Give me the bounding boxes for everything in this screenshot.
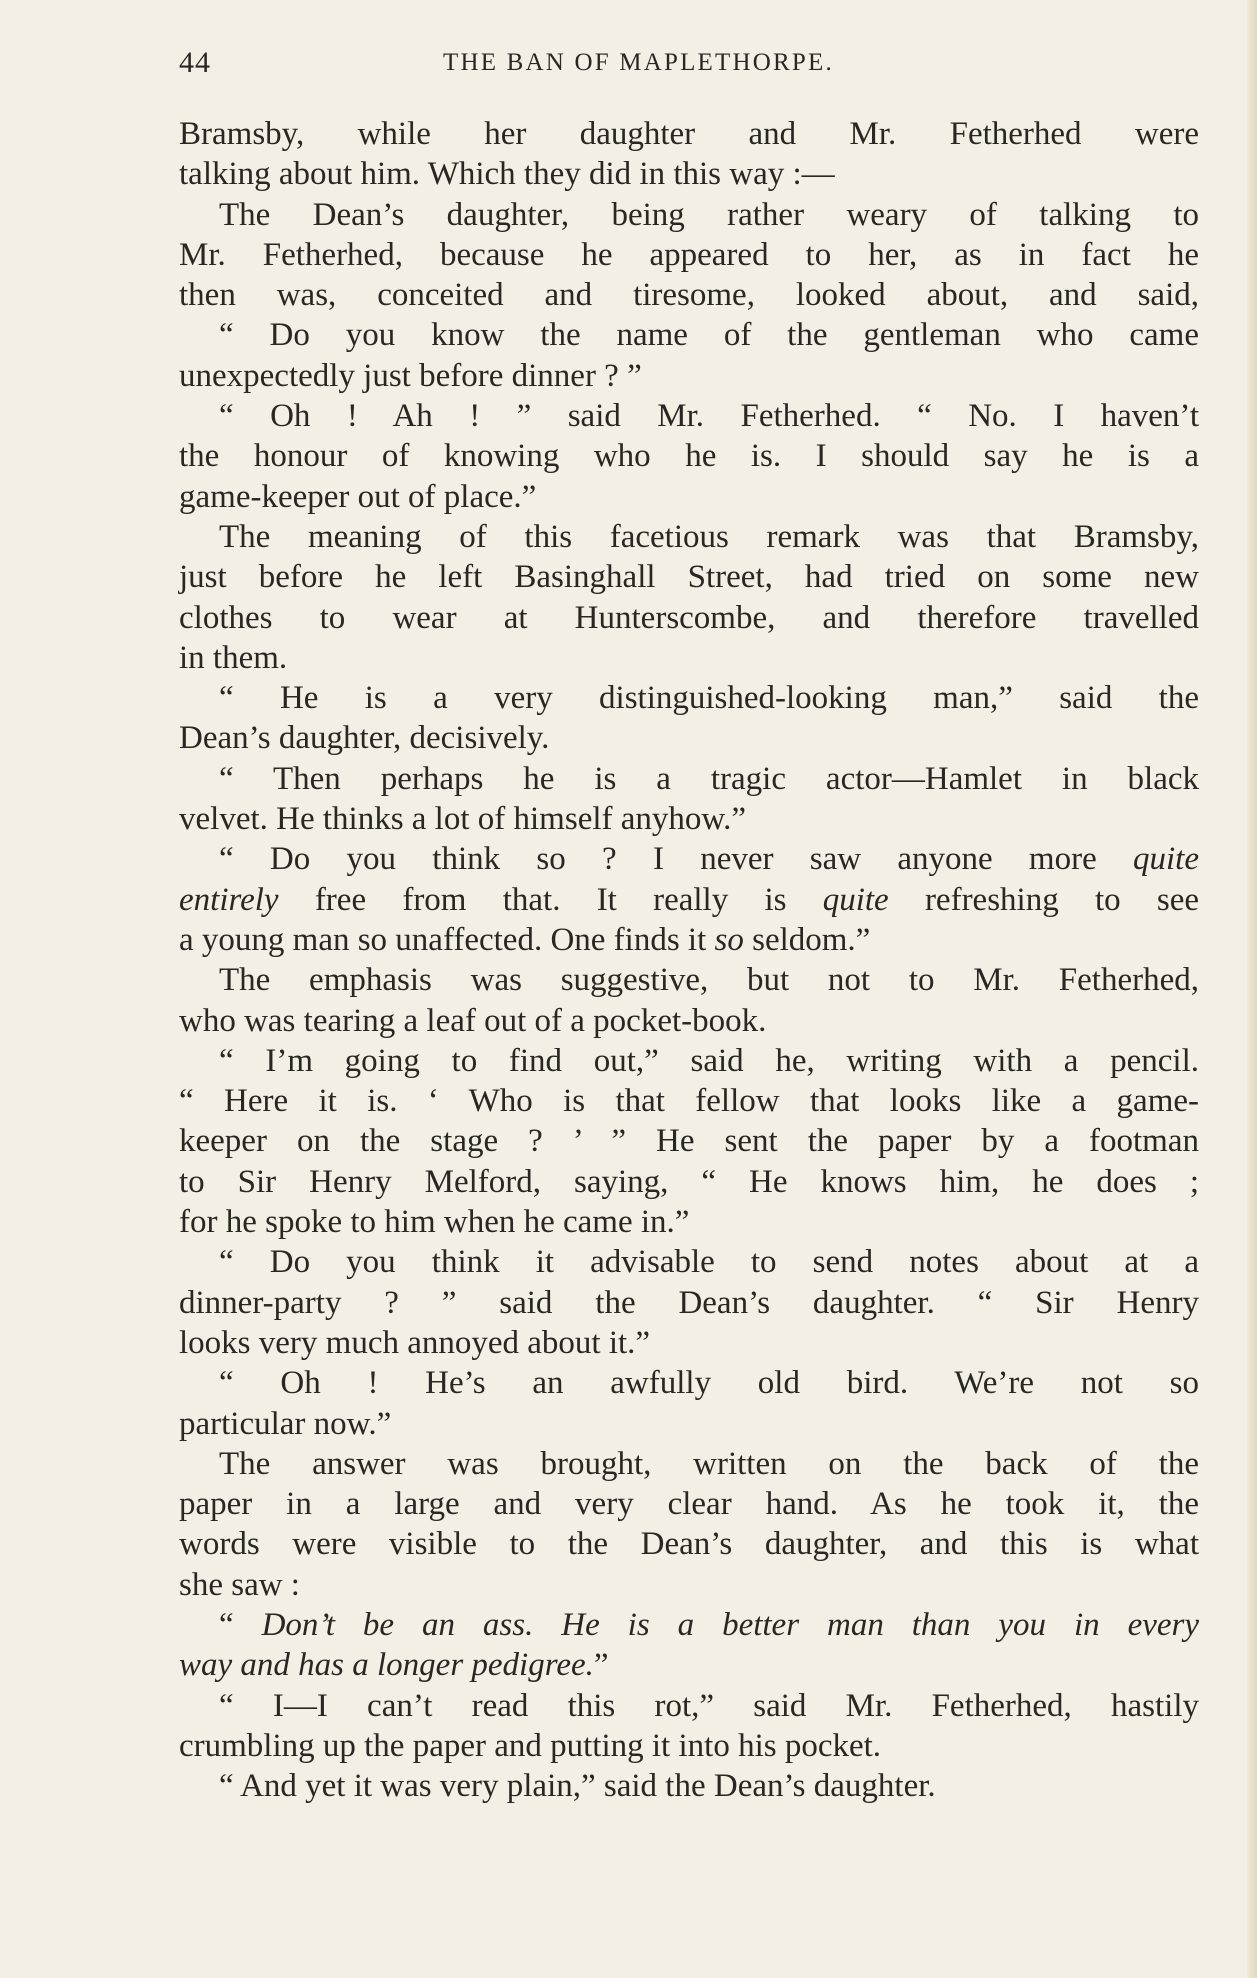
text-segment: “ xyxy=(219,1606,262,1643)
text-segment: The emphasis was suggestive, but not to Mr. Fetherhed, xyxy=(219,962,1199,999)
text-line xyxy=(179,1524,1199,1564)
text-segment: paper in a large and very clear hand. As he took it, the xyxy=(179,1486,1199,1523)
text-line xyxy=(179,1001,1199,1041)
running-title: THE BAN OF MAPLETHORPE. xyxy=(443,49,834,76)
text-segment: velvet. He thinks a lot of himself anyhow.” xyxy=(179,801,746,838)
text-line xyxy=(179,1283,1199,1323)
text-segment: in them. xyxy=(179,639,288,676)
text-line xyxy=(179,960,1199,1000)
text-line xyxy=(179,1605,1199,1645)
text-line xyxy=(179,1484,1199,1524)
text-segment: “ Do you know the name of the gentleman who came xyxy=(219,317,1199,354)
text-segment: Bramsby, while her daughter and Mr. Fetherhed were xyxy=(179,116,1199,152)
text-segment: “ Then perhaps he is a tragic actor—Hamlet in black xyxy=(219,760,1199,797)
text-line xyxy=(179,315,1199,355)
text-line xyxy=(179,154,1199,194)
text-segment: Mr. Fetherhed, because he appeared to her, as in fact he xyxy=(179,236,1199,273)
text-line xyxy=(179,1323,1199,1363)
text-line xyxy=(179,598,1199,638)
text-segment: The answer was brought, written on the back of the xyxy=(219,1445,1199,1482)
text-line xyxy=(179,1121,1199,1161)
text-segment: to Sir Henry Melford, saying, “ He knows him, he does ; xyxy=(179,1163,1199,1200)
text-line xyxy=(179,718,1199,758)
text-segment: crumbling up the paper and putting it into his pocket. xyxy=(179,1727,882,1764)
text-line xyxy=(179,1162,1199,1202)
page-number: 44 xyxy=(179,46,211,79)
running-head xyxy=(179,46,1199,86)
text-segment: “ Oh ! Ah ! ” said Mr. Fetherhed. “ No. I haven’t xyxy=(219,398,1199,435)
text-line xyxy=(179,396,1199,436)
text-segment: free from that. It really is xyxy=(278,881,823,918)
text-segment: “ Do you think it advisable to send notes about at a xyxy=(219,1244,1199,1281)
text-segment: a young man so unaffected. One finds it xyxy=(179,921,715,958)
text-segment: refreshing to see xyxy=(888,881,1200,918)
text-segment: “ He is a very distinguished-looking man,” said the xyxy=(219,680,1199,717)
text-segment: particular now.” xyxy=(179,1405,392,1442)
text-segment: unexpectedly just before dinner ? ” xyxy=(179,357,642,394)
text-segment: “ Here it is. ‘ Who is that fellow that looks like a game- xyxy=(179,1083,1199,1120)
text-segment: keeper on the stage ? ’ ” He sent the paper by a footman xyxy=(179,1123,1199,1160)
text-segment: clothes to wear at Hunterscombe, and therefore travelled xyxy=(179,599,1199,636)
text-line xyxy=(179,517,1199,557)
text-segment: “ Do you think so ? I never saw anyone more xyxy=(219,841,1134,878)
text-segment: the honour of knowing who he is. I should say he is a xyxy=(179,438,1199,475)
text-segment: Dean’s daughter, decisively. xyxy=(179,720,550,757)
text-segment: for he spoke to him when he came in.” xyxy=(179,1204,690,1241)
text-segment: words were visible to the Dean’s daughter, and this is what xyxy=(179,1526,1199,1563)
page-edge xyxy=(1247,0,1257,1978)
text-line xyxy=(179,1444,1199,1484)
text-line xyxy=(179,920,1199,960)
italic-text: Don’t be an ass. He is a better man than you in every xyxy=(261,1606,1199,1643)
text-line xyxy=(179,436,1199,476)
text-line xyxy=(179,759,1199,799)
text-line xyxy=(179,839,1199,879)
text-line xyxy=(179,1081,1199,1121)
text-segment: talking about him. Which they did in this way :— xyxy=(179,156,835,193)
text-line xyxy=(179,638,1199,678)
text-line xyxy=(179,1242,1199,1282)
text-segment: who was tearing a leaf out of a pocket-book. xyxy=(179,1002,767,1039)
text-line xyxy=(179,195,1199,235)
text-line xyxy=(179,799,1199,839)
text-segment: then was, conceited and tiresome, looked about, and said, xyxy=(179,277,1199,314)
italic-text: quite xyxy=(1133,841,1199,878)
text-segment: “ Oh ! He’s an awfully old bird. We’re not so xyxy=(219,1365,1199,1402)
text-line xyxy=(179,477,1199,517)
text-segment: “ I—I can’t read this rot,” said Mr. Fetherhed, hastily xyxy=(219,1687,1199,1724)
text-line xyxy=(179,1766,1199,1806)
text-segment: seldom.” xyxy=(743,921,871,958)
text-segment: game-keeper out of place.” xyxy=(179,478,537,515)
text-line xyxy=(179,1645,1199,1685)
text-line xyxy=(179,1404,1199,1444)
text-line xyxy=(179,1565,1199,1605)
text-line xyxy=(179,275,1199,315)
text-segment: “ I’m going to find out,” said he, writing with a pencil. xyxy=(219,1042,1199,1079)
text-segment: she saw : xyxy=(179,1566,300,1603)
text-segment: dinner-party ? ” said the Dean’s daughter. “ Sir Henry xyxy=(179,1284,1199,1321)
text-line xyxy=(179,1726,1199,1766)
text-line xyxy=(179,114,1199,154)
text-segment: The Dean’s daughter, being rather weary of talking to xyxy=(219,196,1199,233)
text-line xyxy=(179,1686,1199,1726)
text-line xyxy=(179,1041,1199,1081)
text-line xyxy=(179,1202,1199,1242)
italic-text: quite xyxy=(822,881,889,918)
italic-text: entirely xyxy=(179,881,279,918)
text-line xyxy=(179,557,1199,597)
text-line xyxy=(179,1363,1199,1403)
text-line xyxy=(179,880,1199,920)
text-segment: The meaning of this facetious remark was that Bramsby, xyxy=(219,518,1199,555)
text-segment: looks very much annoyed about it.” xyxy=(179,1324,651,1361)
italic-text: so xyxy=(714,921,744,958)
text-line xyxy=(179,678,1199,718)
text-line xyxy=(179,235,1199,275)
body-text xyxy=(179,114,1199,1806)
text-segment: just before he left Basinghall Street, had tried on some new xyxy=(179,559,1199,596)
text-segment: “ And yet it was very plain,” said the Dean’s daughter. xyxy=(219,1768,936,1805)
text-segment: ” xyxy=(593,1647,609,1684)
italic-text: way and has a longer pedigree. xyxy=(179,1647,594,1684)
text-line xyxy=(179,356,1199,396)
